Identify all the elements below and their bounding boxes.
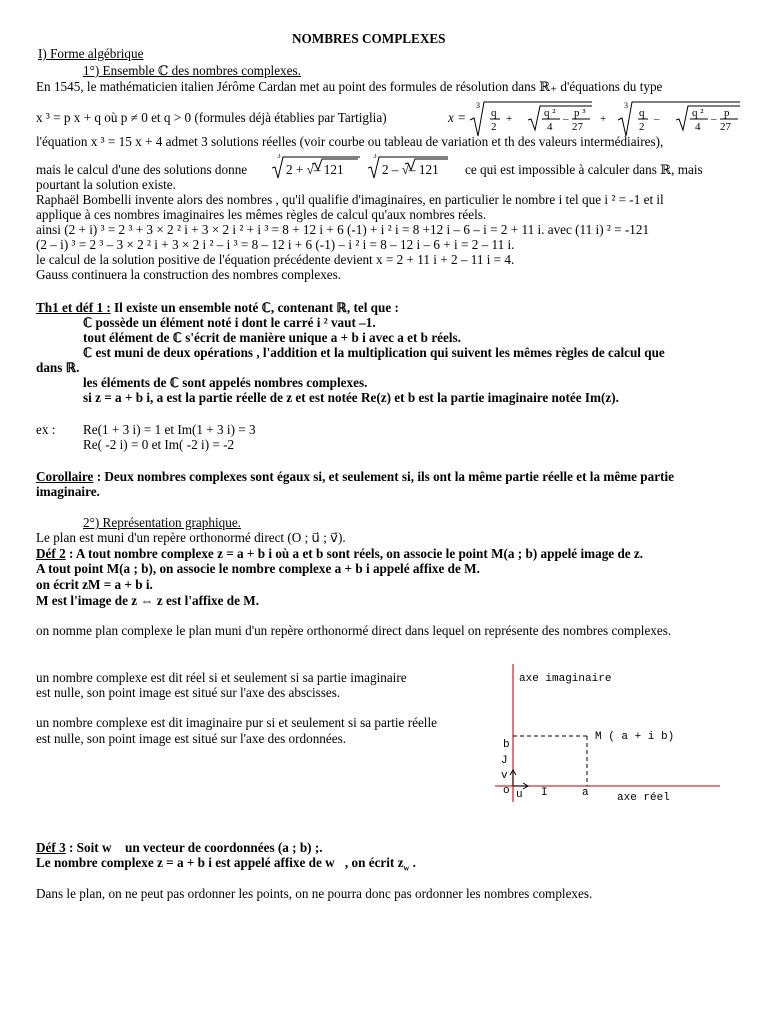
def2-line: A tout point M(a ; b), on associe le nombre complexe a + b i appelé affixe de M. bbox=[36, 561, 480, 576]
point-m-label: M ( a + i b) bbox=[595, 731, 675, 743]
complex-plane-figure bbox=[495, 662, 725, 812]
root-a: 2 + √– 121 bbox=[286, 162, 344, 177]
final-line: Dans le plan, on ne peut pas ordonner les points, on ne pourra donc pas ordonner les nombres complexes. bbox=[36, 886, 593, 901]
v-label: v bbox=[501, 770, 508, 782]
cardan-text: 3 q 2 + q ² 4 – p ³ 27 + 3 q 2 – q ² 4 – p 27 bbox=[476, 101, 731, 133]
example-line: Re(1 + 3 i) = 1 et Im(1 + 3 i) = 3 bbox=[83, 422, 256, 437]
page-title: NOMBRES COMPLEXES bbox=[292, 31, 446, 46]
example-label: ex : bbox=[36, 422, 56, 437]
def2-line: Déf 2 : A tout nombre complexe z = a + b i où a et b sont réels, on associe le point M(a ; b) appelé image de z. bbox=[36, 546, 644, 561]
origin-label: o bbox=[503, 785, 510, 797]
subsection-heading: 2°) Représentation graphique. bbox=[83, 515, 241, 530]
section-heading: I) Forme algébrique bbox=[38, 46, 144, 61]
i-label: I bbox=[541, 787, 548, 799]
th1-line: tout élément de ℂ s'écrit de manière unique a + b i avec a et b réels. bbox=[83, 330, 461, 345]
imag-line: est nulle, son point image est situé sur l'axe des ordonnées. bbox=[36, 731, 347, 746]
u-label: u bbox=[516, 789, 523, 801]
repere-line: Le plan est muni d'un repère orthonormé direct (O ; u⃗ ; v⃗). bbox=[36, 530, 346, 545]
a-label: a bbox=[582, 787, 589, 799]
intro-line: pourtant la solution existe. bbox=[36, 177, 176, 192]
def3-line: Déf 3 : Soit w⃗ un vecteur de coordonnées (a ; b) ;. bbox=[36, 840, 323, 855]
th1-line: ℂ possède un élément noté i dont le carré i ² vaut –1. bbox=[83, 315, 376, 330]
intro-line: En 1545, le mathématicien italien Jérôme Cardan met au point des formules de résolution dans ℝ₊ d'équations du type bbox=[36, 79, 663, 94]
intro-line: Gauss continuera la construction des nombres complexes. bbox=[36, 267, 342, 282]
intro-line: le calcul de la solution positive de l'équation précédente devient x = 2 + 11 i + 2 – 11 i = 4. bbox=[36, 252, 515, 267]
formula-x: x = bbox=[448, 110, 467, 125]
intro-line: Raphaël Bombelli invente alors des nombres , qu'il qualifie d'imaginaires, en particulier le nombre i tel que i ² = -1 et il bbox=[36, 192, 664, 207]
th1-line: Th1 et déf 1 : Il existe un ensemble noté ℂ, contenant ℝ, tel que : bbox=[36, 300, 399, 315]
corollaire-line: Corollaire : Deux nombres complexes sont égaux si, et seulement si, ils ont la même partie réelle et la même partie bbox=[36, 469, 675, 484]
reel-line: un nombre complexe est dit réel si et seulement si sa partie imaginaire bbox=[36, 670, 407, 685]
equation-line: x ³ = p x + q où p ≠ 0 et q > 0 (formules déjà établies par Tartiglia) bbox=[36, 110, 387, 125]
reel-line: est nulle, son point image est situé sur l'axe des abscisses. bbox=[36, 685, 341, 700]
def3-line: Le nombre complexe z = a + b i est appelé affixe de w⃗, on écrit $z_w$ . bbox=[36, 855, 416, 873]
intro-line: (2 – i) ³ = 2 ³ – 3 × 2 ² i + 3 × 2 i ² – i ³ = 8 – 12 i + 6 (-1) – i ² i = 8 – 12 i – 6 + i = 2 – 11 i. bbox=[36, 237, 515, 252]
corollaire-line: imaginaire. bbox=[36, 484, 100, 499]
svg-text:3: 3 bbox=[277, 154, 281, 160]
th1-line: ℂ est muni de deux opérations , l'addition et la multiplication qui suivent les mêmes règles de calcul que bbox=[83, 345, 665, 360]
axis-reel-label: axe réel bbox=[617, 792, 670, 804]
root-b: 2 – √– 121 bbox=[382, 162, 439, 177]
th1-line: les éléments de ℂ sont appelés nombres complexes. bbox=[83, 375, 368, 390]
intro-line: mais le calcul d'une des solutions donne bbox=[36, 162, 248, 177]
intro-line: ce qui est impossible à calculer dans ℝ, mais bbox=[465, 162, 703, 177]
b-label: b bbox=[503, 739, 510, 751]
intro-line: l'équation x ³ = 15 x + 4 admet 3 solutions réelles (voir courbe ou tableau de variation et th des valeurs intermédiaires), bbox=[36, 134, 664, 149]
example-line: Re( -2 i) = 0 et Im( -2 i) = -2 bbox=[83, 437, 235, 452]
plan-line: on nomme plan complexe le plan muni d'un repère orthonormé direct dans lequel on représente des nombres complexes. bbox=[36, 623, 672, 638]
def2-line: on écrit zM = a + b i. bbox=[36, 577, 153, 592]
j-label: J bbox=[501, 755, 508, 767]
def2-line: M est l'image de z ⇔ z est l'affixe de M. bbox=[36, 593, 260, 608]
th1-line: dans ℝ. bbox=[36, 360, 80, 375]
intro-line: applique à ces nombres imaginaires les mêmes règles de calcul qu'aux nombres réels. bbox=[36, 207, 487, 222]
subsection-heading: 1°) Ensemble ℂ des nombres complexes. bbox=[83, 63, 301, 78]
th1-line: si z = a + b i, a est la partie réelle de z et est notée Re(z) et b est la partie imaginaire notée Im(z). bbox=[83, 390, 619, 405]
svg-text:3: 3 bbox=[373, 154, 377, 160]
axis-imag-label: axe imaginaire bbox=[519, 673, 612, 685]
intro-line: ainsi (2 + i) ³ = 2 ³ + 3 × 2 ² i + 3 × 2 i ² + i ³ = 8 + 12 i + 6 (-1) + i ² i = 8 +12 i – 6 – i = 2 + 11 i. avec (11 i) ² = -121 bbox=[36, 222, 650, 237]
imag-line: un nombre complexe est dit imaginaire pur si et seulement si sa partie réelle bbox=[36, 715, 437, 730]
